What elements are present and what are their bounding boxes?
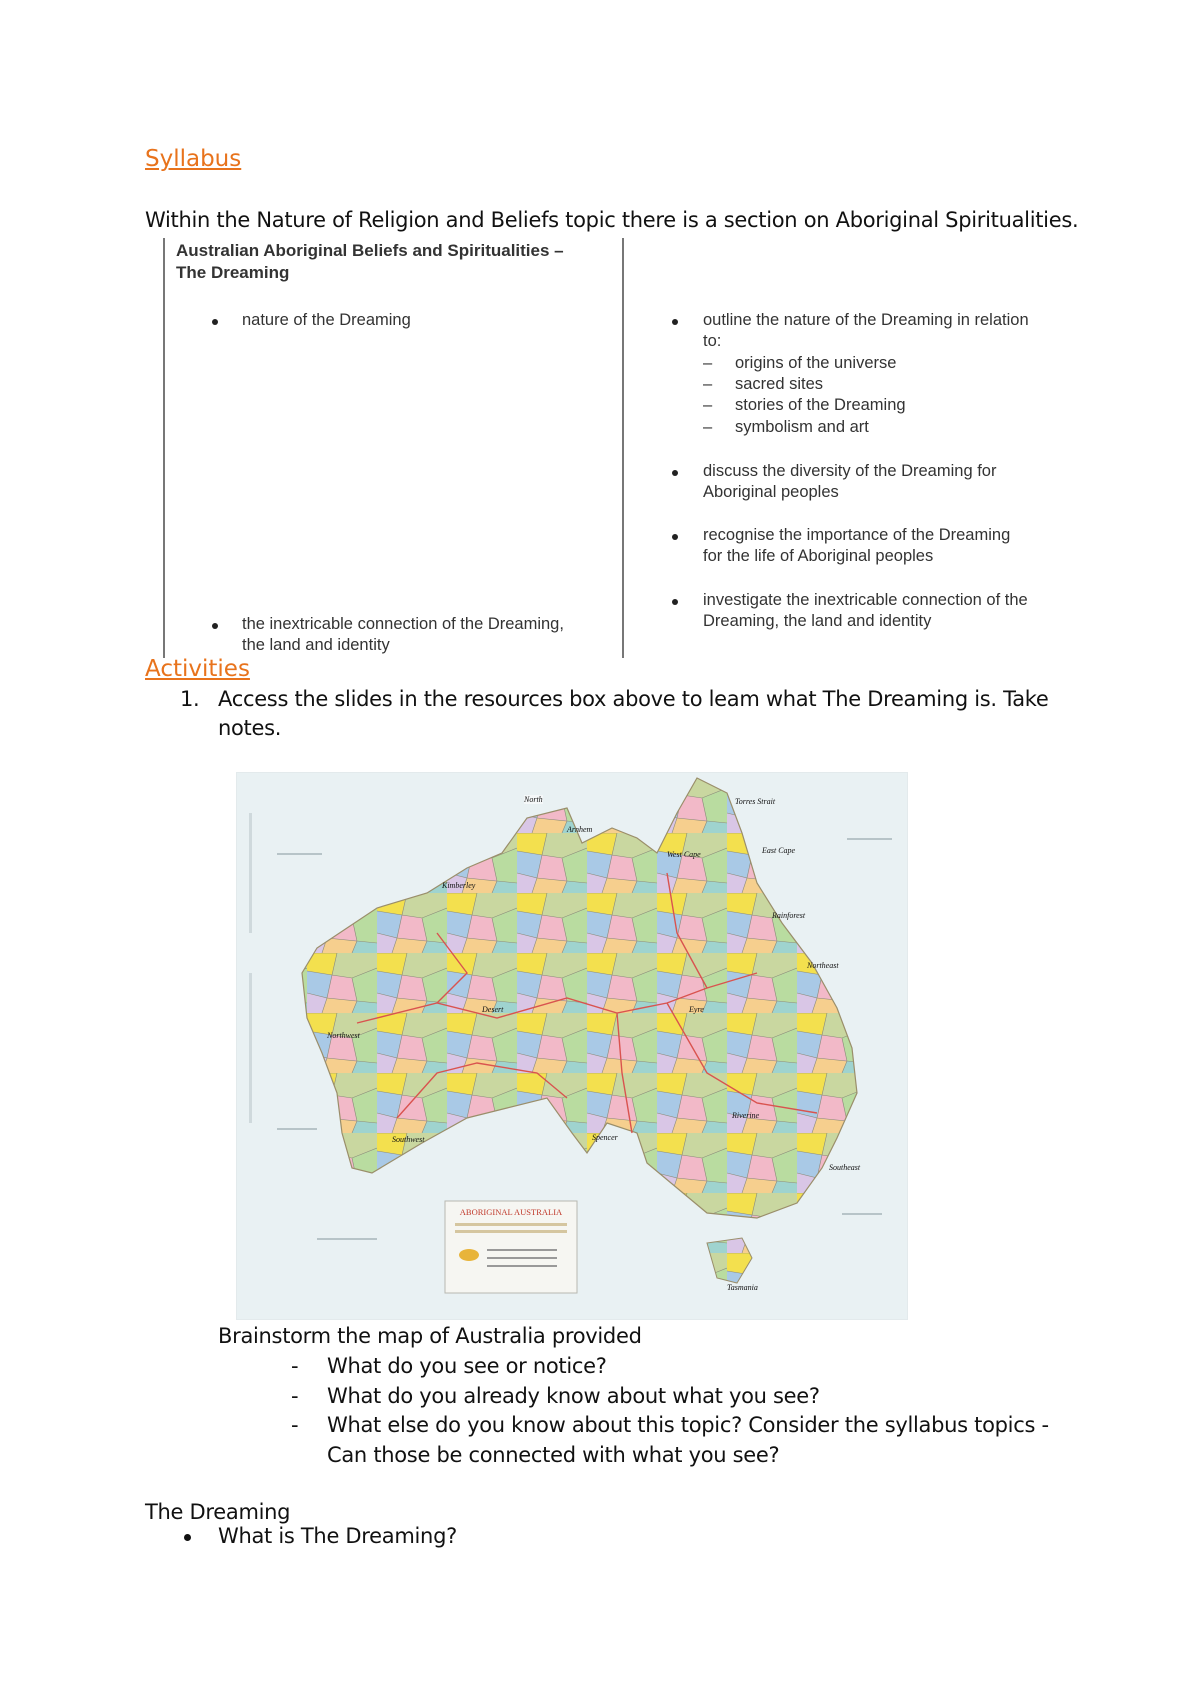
table-divider xyxy=(622,238,624,658)
map-label-west-cape: West Cape xyxy=(667,850,701,859)
dreaming-question: What is The Dreaming? xyxy=(218,1524,457,1548)
left-item-nature: nature of the Dreaming xyxy=(242,311,411,329)
map-label-tasmania: Tasmania xyxy=(727,1283,758,1292)
sub-dash: – xyxy=(703,354,713,372)
activity-line1: Access the slides in the resources box above to leam what The Dreaming is. Take xyxy=(218,687,1049,711)
right-item-recognise-1: recognise the importance of the Dreaming xyxy=(703,526,1011,544)
table-title-line1: Australian Aboriginal Beliefs and Spiritualities – xyxy=(176,241,564,260)
activity-line2: notes. xyxy=(218,716,282,740)
map-label-rainforest: Rainforest xyxy=(772,911,806,920)
map-label-southeast: Southeast xyxy=(829,1163,861,1172)
left-item-connection-1: the inextricable connection of the Dreaming, xyxy=(242,615,564,633)
activity-number: 1. xyxy=(180,687,200,711)
question-marker: - xyxy=(291,1413,299,1437)
brainstorm-text: Brainstorm the map of Australia provided xyxy=(218,1324,642,1348)
right-item-discuss-1: discuss the diversity of the Dreaming for xyxy=(703,462,997,480)
question-3: What else do you know about this topic? Consider the syllabus topics - xyxy=(327,1413,1049,1437)
right-item-investigate-1: investigate the inextricable connection of the xyxy=(703,591,1028,609)
bullet-icon xyxy=(672,319,678,325)
sub-dash: – xyxy=(703,396,713,414)
map-label-northwest: Northwest xyxy=(327,1031,360,1040)
right-item-discuss-2: Aboriginal peoples xyxy=(703,483,839,501)
syllabus-heading: Syllabus xyxy=(145,146,242,172)
right-item-outline: outline the nature of the Dreaming in relation xyxy=(703,311,1029,329)
syllabus-table xyxy=(160,238,1080,658)
syllabus-intro: Within the Nature of Religion and Beliefs topic there is a section on Aboriginal Spiritualities. xyxy=(145,208,1079,232)
question-3-cont: Can those be connected with what you see? xyxy=(327,1443,780,1467)
aboriginal-australia-map xyxy=(236,772,908,1320)
map-label-riverine: Riverine xyxy=(732,1111,760,1120)
map-label-northeast: Northeast xyxy=(807,961,839,970)
sub-item-symbolism: symbolism and art xyxy=(735,418,869,436)
map-graphic xyxy=(237,773,907,1319)
bullet-icon xyxy=(212,623,218,629)
bullet-icon xyxy=(672,470,678,476)
dreaming-heading: The Dreaming xyxy=(145,1500,291,1524)
right-item-investigate-2: Dreaming, the land and identity xyxy=(703,612,932,630)
sub-item-stories: stories of the Dreaming xyxy=(735,396,906,414)
table-title-line2: The Dreaming xyxy=(176,263,290,282)
map-label-desert: Desert xyxy=(482,1005,504,1014)
map-title: ABORIGINAL AUSTRALIA xyxy=(459,1207,563,1217)
bullet-icon xyxy=(672,534,678,540)
bullet-icon xyxy=(184,1534,191,1541)
left-item-connection-2: the land and identity xyxy=(242,636,390,654)
map-label-torres-strait: Torres Strait xyxy=(735,797,776,806)
table-left-border xyxy=(163,238,165,658)
sub-dash: – xyxy=(703,375,713,393)
activities-heading: Activities xyxy=(145,656,250,682)
bullet-icon xyxy=(672,599,678,605)
sub-item-sacred: sacred sites xyxy=(735,375,824,393)
question-marker: - xyxy=(291,1384,299,1408)
question-1: What do you see or notice? xyxy=(327,1354,607,1378)
sub-dash: – xyxy=(703,418,713,436)
question-2: What do you already know about what you see? xyxy=(327,1384,820,1408)
right-item-outline-cont: to: xyxy=(703,332,722,350)
right-item-recognise-2: for the life of Aboriginal peoples xyxy=(703,547,934,565)
map-label-east-cape: East Cape xyxy=(762,846,796,855)
map-label-kimberley: Kimberley xyxy=(442,881,476,890)
map-label-eyre: Eyre xyxy=(689,1005,704,1014)
map-label-north: North xyxy=(524,795,543,804)
map-label-spencer: Spencer xyxy=(592,1133,618,1142)
map-label-southwest: Southwest xyxy=(392,1135,425,1144)
sub-item-origins: origins of the universe xyxy=(735,354,897,372)
map-label-arnhem: Arnhem xyxy=(567,825,593,834)
question-marker: - xyxy=(291,1354,299,1378)
bullet-icon xyxy=(212,319,218,325)
